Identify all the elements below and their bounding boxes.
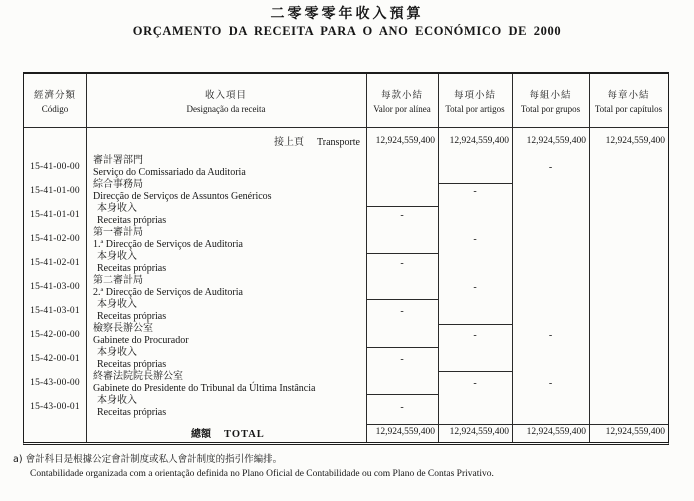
row-code: 15-41-02-00: [30, 234, 80, 244]
header-total-capitulos-pt: Total por capítulos: [594, 104, 663, 114]
cell-divider: [366, 347, 438, 348]
header-total-grupos-pt: Total por grupos: [520, 104, 581, 114]
dash-artigos: -: [473, 281, 477, 293]
table-body: [24, 74, 668, 442]
footnote: [13, 453, 673, 481]
header-codigo-pt: Código: [41, 104, 69, 114]
header-designacao-zh: 收入項目: [204, 90, 247, 101]
dash-grupos: -: [548, 161, 553, 173]
dash-alinea: -: [400, 209, 404, 221]
dash-alinea: -: [400, 257, 404, 269]
row-code: 15-42-00-01: [30, 354, 80, 364]
footnote-line-zh: [13, 453, 673, 467]
page-title-pt: ORÇAMENTO DA RECEITA PARA O ANO ECONÓMICO DE 2000: [132, 24, 562, 38]
row-designation-zh: 本身收入: [97, 347, 137, 358]
row-code: 15-41-01-01: [30, 210, 80, 220]
row-designation-pt: Gabinete do Presidente do Tribunal da Última Instância: [93, 383, 316, 394]
row-code: 15-41-00-00: [30, 162, 80, 172]
dash-artigos: -: [473, 233, 477, 245]
header-codigo-zh: 經濟分類: [33, 90, 76, 101]
transporte-valor-alinea: 12,924,559,400: [375, 136, 435, 146]
header-total-artigos-zh: 每項小結: [453, 90, 496, 101]
cell-divider: [366, 253, 438, 254]
cell-divider: [438, 183, 512, 184]
dash-alinea: -: [400, 353, 404, 365]
cell-divider: [366, 299, 438, 300]
row-code: 15-41-03-01: [30, 306, 80, 316]
row-designation-pt: Gabinete do Procurador: [93, 335, 189, 346]
row-code: 15-41-02-01: [30, 258, 80, 268]
row-designation-zh: 本身收入: [97, 395, 137, 406]
transporte-label-pt: Transporte: [317, 137, 360, 148]
row-designation-zh: 本身收入: [97, 251, 137, 262]
row-designation-pt: Receitas próprias: [97, 311, 167, 322]
footnote-marker: a): [13, 454, 23, 465]
row-designation-pt: Direcção de Serviços de Assuntos Genéricos: [93, 191, 272, 202]
row-code: 15-41-03-00: [30, 282, 80, 292]
row-designation-zh: 檢察長辦公室: [93, 323, 153, 334]
header-total-capitulos-zh: 每章小結: [607, 90, 650, 101]
dash-artigos: -: [473, 377, 477, 389]
header-total-artigos-pt: Total por artigos: [445, 104, 505, 114]
row-code: 15-42-00-00: [30, 330, 80, 340]
total-label-zh: 總額: [191, 429, 211, 440]
transporte-total-grupos: 12,924,559,400: [526, 136, 586, 146]
cell-divider: [438, 371, 512, 372]
total-total-artigos: 12,924,559,400: [449, 427, 509, 437]
cell-divider: [366, 394, 438, 395]
dash-artigos: -: [473, 185, 477, 197]
cell-divider: [438, 324, 512, 325]
row-designation-zh: 本身收入: [97, 203, 137, 214]
row-designation-zh: 綜合事務局: [93, 179, 143, 190]
transporte-total-capitulos: 12,924,559,400: [605, 136, 665, 146]
row-designation-pt: Receitas próprias: [97, 215, 167, 226]
transporte-total-artigos: 12,924,559,400: [449, 136, 509, 146]
footnote-zh-text: 會計科目是根據公定會計制度或私人會計制度的指引作編排。: [25, 454, 283, 465]
total-total-grupos: 12,924,559,400: [526, 427, 586, 437]
total-valor-alinea: 12,924,559,400: [375, 427, 435, 437]
dash-grupos: -: [548, 377, 553, 389]
page-title-zh: 二零零零年收入預算: [270, 6, 424, 22]
row-designation-pt: Receitas próprias: [97, 359, 167, 370]
dash-alinea: -: [400, 401, 404, 413]
row-code: 15-41-01-00: [30, 186, 80, 196]
row-designation-zh: 第二審計局: [93, 275, 143, 286]
total-label: [191, 425, 265, 440]
header-valor-alinea-zh: 每款小結: [380, 90, 423, 101]
row-designation-pt: Receitas próprias: [97, 263, 167, 274]
row-designation-zh: 終審法院院長辦公室: [93, 371, 183, 382]
dash-alinea: -: [400, 305, 404, 317]
row-code: 15-43-00-00: [30, 378, 80, 388]
row-designation-zh: 本身收入: [97, 299, 137, 310]
dash-artigos: -: [473, 329, 477, 341]
row-designation-pt: 1.ª Direcção de Serviços de Auditoria: [93, 239, 243, 250]
header-valor-alinea-pt: Valor por alínea: [373, 104, 431, 114]
total-label-pt: TOTAL: [224, 429, 265, 440]
row-designation-zh: 審計署部門: [93, 155, 143, 166]
row-designation-pt: Serviço do Comissariado da Auditoria: [93, 167, 246, 178]
dash-grupos: -: [548, 329, 553, 341]
row-designation-pt: Receitas próprias: [97, 407, 167, 418]
transporte-label-zh: 接上頁: [274, 137, 305, 148]
header-total-grupos-zh: 每組小結: [529, 90, 572, 101]
total-total-capitulos: 12,924,559,400: [605, 427, 665, 437]
row-designation-pt: 2.ª Direcção de Serviços de Auditoria: [93, 287, 243, 298]
row-designation-zh: 第一審計局: [93, 227, 143, 238]
footnote-line-pt: Contabilidade organizada com a orientação definida no Plano Oficial de Contabilidade ou com Plano de Contas Privativo.: [30, 469, 494, 479]
header-designacao-pt: Designação da receita: [186, 104, 266, 114]
row-code: 15-43-00-01: [30, 402, 80, 412]
cell-divider: [366, 206, 438, 207]
budget-table: [23, 72, 669, 445]
